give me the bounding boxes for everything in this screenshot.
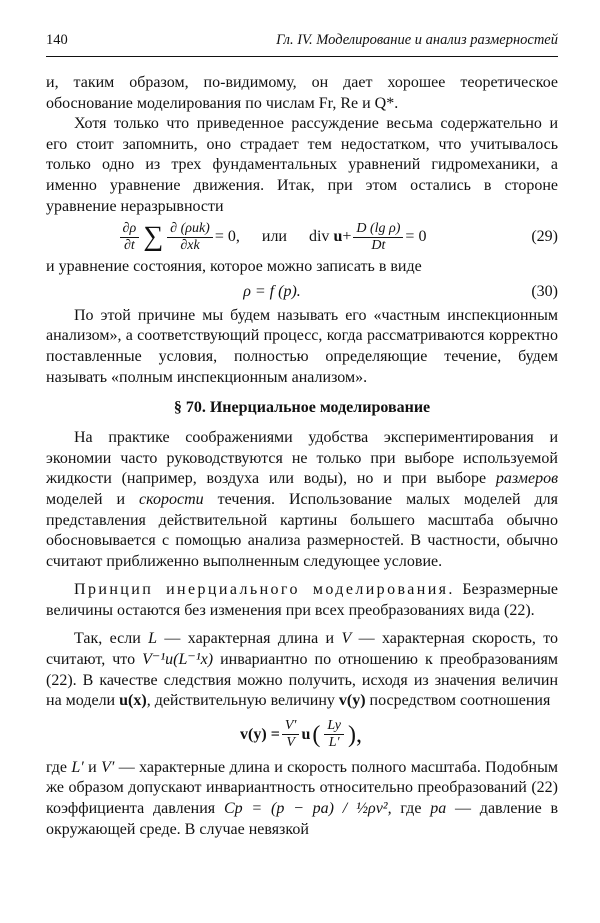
eq-v-lhs: v(y) = bbox=[240, 725, 280, 743]
eq29-div: div bbox=[308, 228, 330, 246]
pressure-coefficient: Cp = (p − pa) / ½ρv², bbox=[223, 800, 392, 818]
symbol-Lp: L′ bbox=[71, 758, 84, 776]
eq-v-u: u bbox=[301, 725, 311, 743]
frac-drhou-dxk: $\frac{\text{∂ (ρuk)}}{\partial xk}$ bbox=[167, 221, 213, 254]
symbol-L: L bbox=[148, 630, 158, 648]
page-number: 140 bbox=[46, 32, 68, 48]
paragraph-principle: Принцип инерциального моделирования. Безразмерные величины остаются без изменения при всех преобразованиях вида (22). bbox=[46, 581, 558, 619]
frac-Dlg-Dt: $\frac{\text{D (lg ρ)}}{Dt}$ bbox=[353, 221, 403, 254]
eq29-or: или bbox=[261, 228, 287, 246]
paragraph-4: По этой причине мы будем называть его «частным инспекционным анализом», а соответствующий процесс, когда рассматриваются корректно поставленные условия, полностью определяющие течение, будем называть «полным инспекционным анализом». bbox=[46, 306, 558, 386]
frac-Vp-V: $\frac{V'}{V}$ bbox=[282, 718, 300, 751]
equation-30 bbox=[46, 278, 558, 306]
symbol-V: V bbox=[341, 630, 352, 648]
paragraph-2: Хотя только что приведенное рассуждение весьма содержательно и его стоит запомнить, оно страдает тем недостатком, что учитывалось только одно из трех фундаментальных уравнений гидромеханики, а именно уравнение движения. Итак, при этом остались в стороне уравнение неразрывности bbox=[46, 115, 558, 215]
eq29-u: u bbox=[333, 228, 343, 246]
invariant-expr: V⁻¹u(L⁻¹x) bbox=[142, 651, 214, 669]
page-header bbox=[46, 30, 558, 57]
equation-number-29: (29) bbox=[531, 228, 558, 246]
eq29-equals-zero-2: = 0 bbox=[405, 228, 427, 246]
running-title: Гл. IV. Моделирование и анализ размерностей bbox=[276, 32, 558, 48]
equation-29 bbox=[46, 217, 558, 257]
emph-sizes: размеров bbox=[495, 470, 559, 488]
section-heading: § 70. Инерциальное моделирование bbox=[173, 399, 431, 417]
paragraph-1: и, таким образом, по-видимому, он дает хорошее теоретическое обоснование моделирования по числам Fr, Re и Q*. bbox=[46, 74, 558, 112]
equation-number-30: (30) bbox=[531, 282, 558, 300]
principle-title: Принцип инерциального моделирования. bbox=[74, 581, 455, 599]
equation-velocity: v(y) = $\frac{V'}{V}$ u ( $\frac{Ly}{L'}$ ), bbox=[240, 718, 362, 751]
eq29-equals-zero: = 0, bbox=[214, 228, 240, 246]
paragraph-7: Так, если L — характерная длина и V — характерная скорость, то считают, что V⁻¹u(L⁻¹x) инвариантно по отношению к преобразованиям (22). В качестве следствия можно получить, исходя из значения величин на модели u(x), действительную величину v(y) посредством соотношения bbox=[46, 630, 559, 710]
frac-drho-dt: $\frac{\partial\rho}{\partial t}$ bbox=[120, 221, 140, 254]
eq29-plus: + bbox=[342, 228, 352, 246]
frac-Ly-Lp: $\frac{Ly}{L'}$ bbox=[324, 718, 344, 751]
eq30-body: ρ = f (p). bbox=[243, 282, 301, 300]
paragraph-5: На практике соображениями удобства экспериментирования и экономии часто руководствуются не только при выборе используемой жидкости (например, воздуха или воды), но и при выборе размеров моделей и скорости течения. Использование малых моделей для представления действительной картины большего масштаба обычно обосновывается с помощью анализа размерностей. В частности, обычно считают приближенно выполненным следующее условие. bbox=[46, 429, 559, 570]
book-page bbox=[46, 30, 558, 840]
emph-speed: скорости bbox=[139, 490, 204, 508]
paragraph-8: где L′ и V′ — характерные длина и скорость полного масштаба. Подобным же образом допускают инвариантность относительно преобразований (22) коэффициента давления Cp = (p − pa) / ½ρv², где pa — давление в окружающей среде. В случае невязкой bbox=[46, 758, 559, 838]
symbol-vy: v(y) bbox=[338, 692, 366, 710]
symbol-Vp: V′ bbox=[101, 758, 115, 776]
symbol-pa: pa bbox=[430, 800, 447, 818]
sum-symbol: ∑ bbox=[143, 221, 164, 253]
paragraph-3: и уравнение состояния, которое можно записать в виде bbox=[46, 258, 422, 276]
eq-v-tail: ), bbox=[347, 721, 362, 748]
symbol-ux: u(x) bbox=[119, 692, 147, 710]
